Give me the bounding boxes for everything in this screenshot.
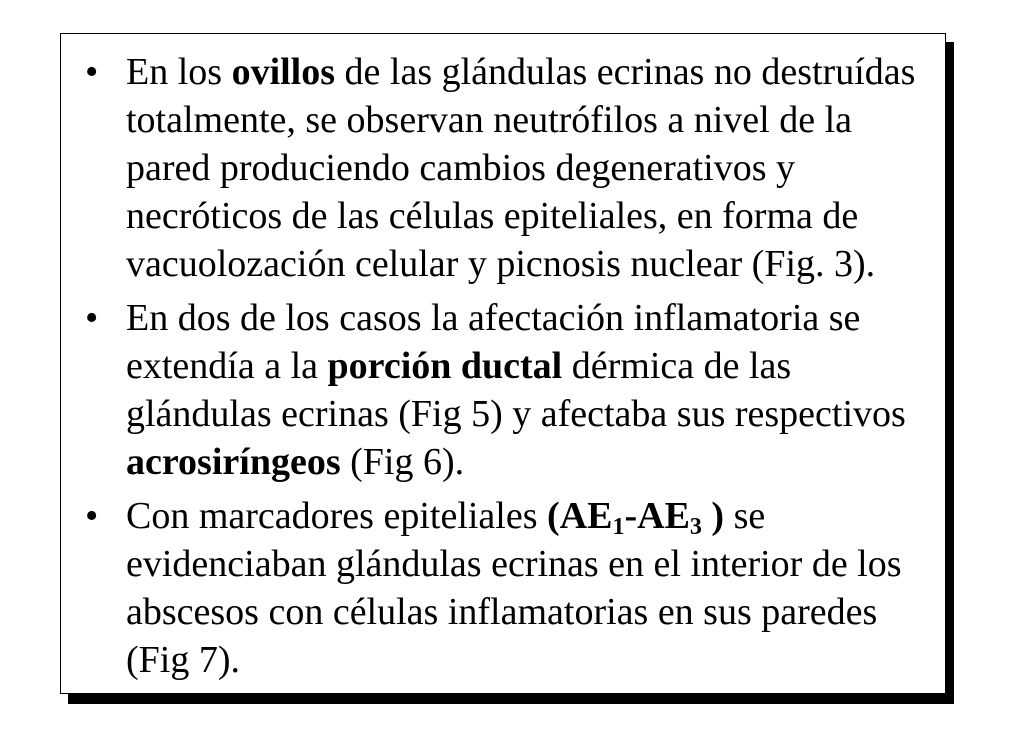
bullet-item-marcadores [80,492,920,684]
bullet-text: Con marcadores epiteliales [126,495,548,537]
bold-term-ovillos: ovillos [231,51,336,93]
bold-term-ae-markers [547,495,725,540]
bullet-icon: • [85,297,99,339]
bullet-text: En los [126,51,232,93]
bullet-item-ovillos [80,48,920,288]
marker-subscript-3: 3 [689,514,702,540]
bullet-text: (Fig 6). [340,441,465,483]
bold-term-porcion-ductal: porción ductal [327,345,563,387]
bullet-item-porcion-ductal [80,294,920,486]
bullet-icon: • [85,51,99,93]
bullet-list [80,48,920,690]
marker-subscript-1: 1 [612,514,625,540]
bullet-text: de las glándulas ecrinas no destruídas totalmente, se observan neutrófilos a nivel de la pared produciendo cambios degenerativos y necróticos de las células epiteliales, en forma de vacuolozación celular y picnosis nuclear (Fig. 3). [126,51,916,285]
bullet-text: dérmica de las glándulas ecrinas (Fig 5) y afectaba sus respectivos [126,345,906,435]
marker-close: ) [701,495,725,537]
marker-open: (AE [547,495,613,537]
bold-term-acrosiringeos: acrosiríngeos [126,441,341,483]
bullet-icon: • [85,495,99,537]
marker-mid: -AE [624,495,690,537]
bullet-text: se evidenciaban glándulas ecrinas en el interior de los abscesos con células inflamatorias en sus paredes (Fig 7). [126,495,902,681]
bullet-text: En dos de los casos la afectación inflamatoria se extendía a la [126,297,861,387]
